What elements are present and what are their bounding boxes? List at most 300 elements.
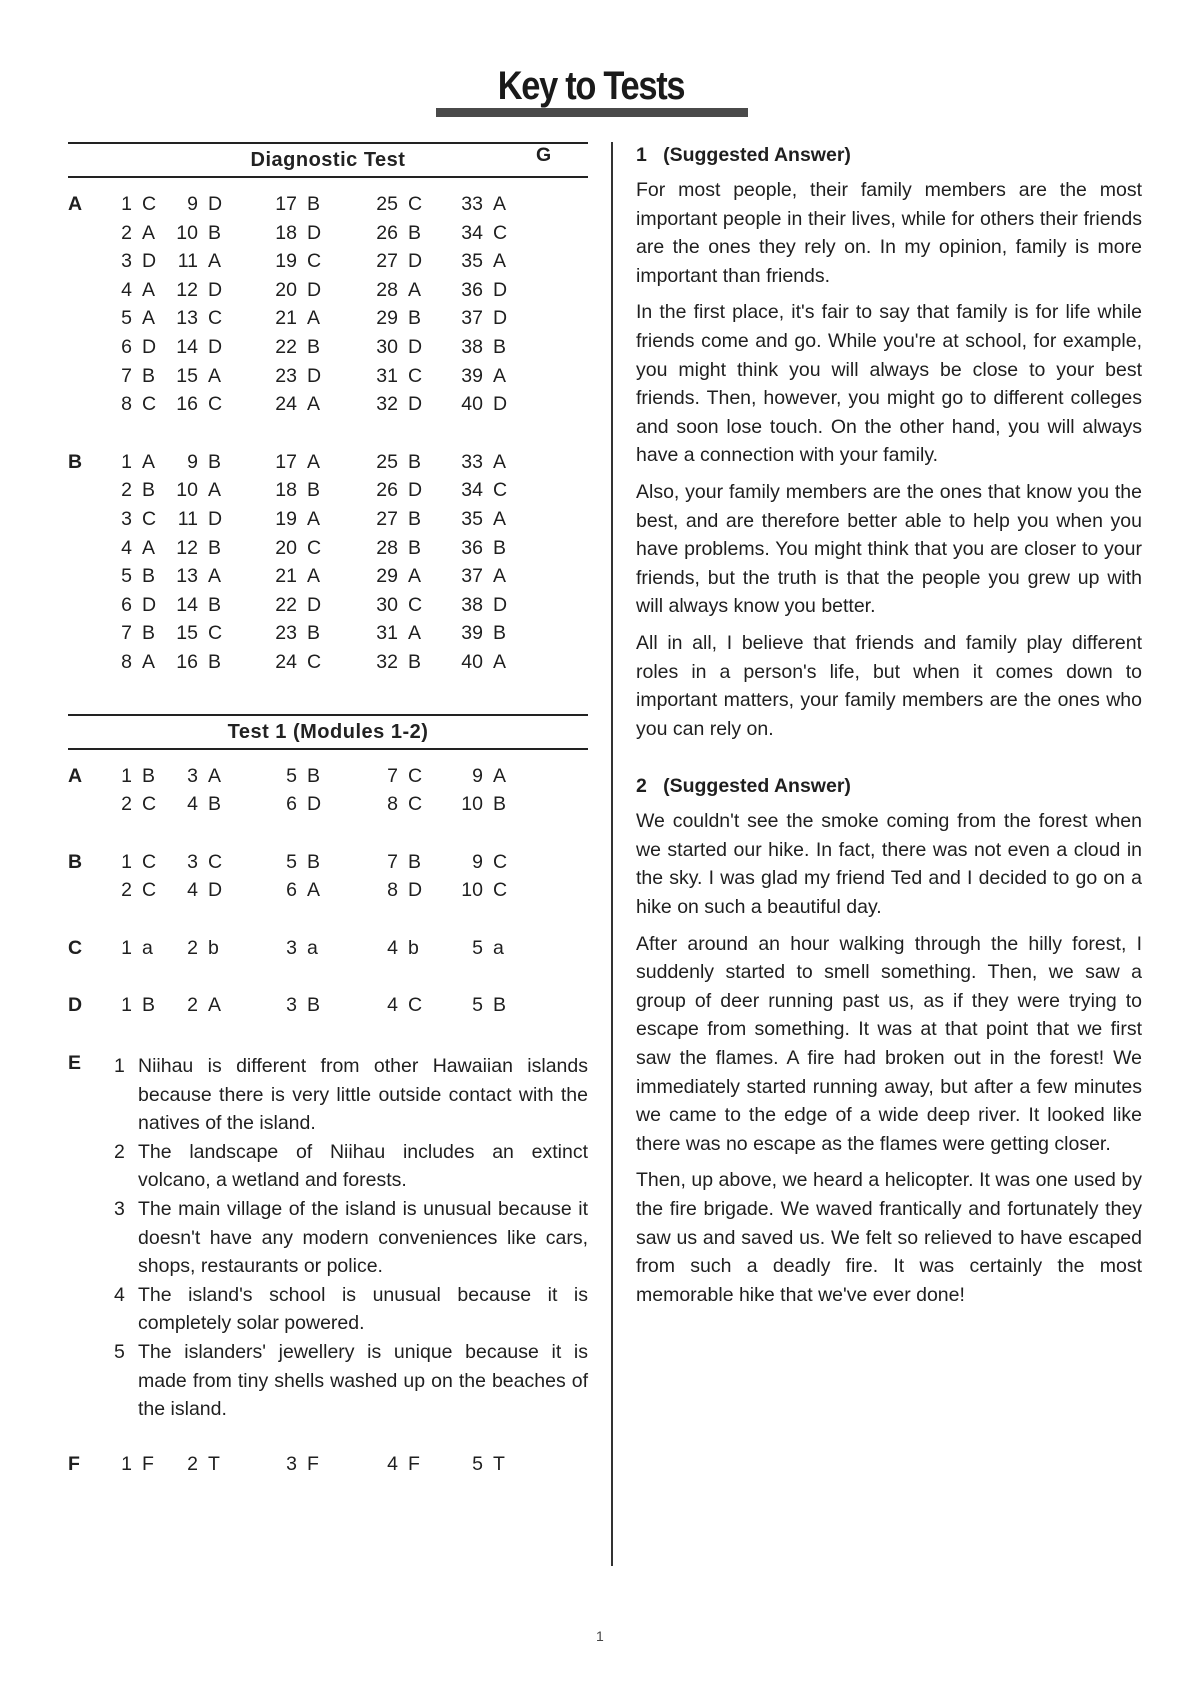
- question-number: 6: [121, 335, 132, 358]
- answer-letter: A: [493, 250, 507, 273]
- answer-letter: D: [208, 278, 223, 301]
- answer-letter: D: [408, 335, 423, 358]
- answer-item: [98, 336, 156, 359]
- answer-item: [98, 537, 155, 560]
- answer-item: [164, 250, 221, 273]
- answer-letter: B: [493, 335, 507, 358]
- answer-row: [68, 193, 588, 222]
- question-number: 36: [461, 536, 483, 559]
- question-number: 24: [275, 650, 297, 673]
- question-number: 8: [121, 650, 132, 673]
- section-label: G: [536, 144, 552, 166]
- question-number: 1: [121, 450, 132, 473]
- answer-letter: A: [208, 250, 222, 273]
- essay-paragraph: In the first place, it's fair to say that family is for life while friends come and go. While you're at school, for example, you might think you will always be close to your best friends. Then, however, you might go to different colleges and soon lose touch. On the other hand, you will always have a connection with your family.: [636, 301, 1142, 467]
- section-g-answers: [536, 142, 1142, 1309]
- answer-item: [449, 594, 507, 617]
- answer-item: [449, 365, 506, 388]
- answer-letter: D: [307, 793, 322, 816]
- question-number: 35: [461, 250, 483, 273]
- answer-item: [164, 879, 222, 902]
- answer-letter: C: [408, 193, 423, 215]
- answer-letter: D: [307, 364, 322, 387]
- answer-item: [164, 537, 221, 560]
- answer-letter: D: [408, 879, 423, 902]
- answer-row: [68, 937, 588, 966]
- question-number: 12: [176, 536, 198, 559]
- answer-item: [164, 193, 222, 216]
- answer-row: [68, 537, 588, 566]
- question-number: 18: [275, 221, 297, 244]
- answer-letter: B: [142, 764, 156, 787]
- section-label: E: [68, 1052, 82, 1075]
- answer-row: [68, 765, 588, 794]
- question-number: 9: [472, 764, 483, 787]
- answer-letter: C: [493, 221, 508, 244]
- answer-item: [98, 479, 155, 502]
- answer-item: [449, 279, 507, 302]
- answer-item: [364, 651, 421, 674]
- answer-letter: C: [142, 393, 157, 416]
- answer-item: [98, 279, 155, 302]
- question-number: 6: [286, 793, 297, 816]
- answer-letter: B: [408, 650, 422, 673]
- question-number: 24: [275, 393, 297, 416]
- answer-letter: C: [408, 793, 423, 816]
- question-number: 5: [286, 764, 297, 787]
- answer-letter: D: [142, 593, 157, 616]
- question-number: 2: [114, 1140, 125, 1163]
- answer-item: [449, 537, 506, 560]
- answer-item: [164, 994, 221, 1017]
- answer-letter: C: [307, 650, 322, 673]
- answer-letter: A: [493, 364, 507, 387]
- question-number: 21: [275, 565, 297, 588]
- answer-letter: B: [142, 479, 156, 502]
- answer-letter: A: [493, 650, 507, 673]
- question-number: 22: [275, 335, 297, 358]
- answer-letter: C: [493, 479, 508, 502]
- question-number: 10: [461, 879, 483, 902]
- answer-item: [98, 193, 156, 216]
- answer-row: [68, 451, 588, 480]
- question-number: 3: [286, 994, 297, 1017]
- answer-item: [263, 594, 321, 617]
- answer-section-d: [68, 994, 588, 1023]
- question-number: 15: [176, 364, 198, 387]
- question-number: 20: [275, 536, 297, 559]
- answer-row: [68, 879, 588, 908]
- question-number: 4: [387, 1452, 398, 1475]
- answer-item: [98, 250, 156, 273]
- answer-item: [449, 307, 507, 330]
- question-number: 39: [461, 622, 483, 645]
- answer-item: [164, 851, 222, 874]
- question-number: 23: [275, 364, 297, 387]
- answer-letter: F: [142, 1452, 154, 1475]
- question-number: 16: [176, 393, 198, 416]
- question-number: 7: [387, 850, 398, 873]
- test1-section-f: [68, 1453, 588, 1482]
- answer-letter: A: [493, 450, 507, 473]
- column-divider: [611, 142, 613, 1566]
- answer-item: [449, 222, 507, 245]
- question-number: 4: [114, 1283, 125, 1306]
- answer-item: [164, 1453, 220, 1476]
- answer-item: [263, 393, 320, 416]
- answer-row: [68, 307, 588, 336]
- answer-letter: B: [493, 622, 507, 645]
- answer-item: [364, 994, 422, 1017]
- answer-letter: A: [208, 764, 222, 787]
- answer-letter: B: [142, 994, 156, 1017]
- e-answer-item: [68, 1338, 588, 1424]
- question-number: 2: [121, 221, 132, 244]
- e-answer-item: [68, 1138, 588, 1195]
- section-label: D: [68, 994, 83, 1017]
- question-number: 1: [121, 936, 132, 959]
- answer-row: [68, 365, 588, 394]
- answer-row: [68, 565, 588, 594]
- heading-text: 2 (Suggested Answer): [636, 775, 851, 798]
- answer-letter: B: [307, 764, 321, 787]
- answer-letter: C: [307, 536, 322, 559]
- answer-item: [449, 565, 506, 588]
- answer-letter: C: [142, 793, 157, 816]
- answer-letter: C: [208, 393, 223, 416]
- answer-item: [164, 479, 221, 502]
- heading-text: 1 (Suggested Answer): [636, 144, 851, 166]
- answer-letter: B: [493, 994, 507, 1017]
- question-number: 3: [187, 850, 198, 873]
- answer-item: [164, 279, 222, 302]
- section-label: A: [68, 193, 83, 215]
- answer-item: [449, 793, 506, 816]
- answer-item: [98, 793, 156, 816]
- section-label: B: [68, 850, 83, 873]
- answer-letter: B: [307, 994, 321, 1017]
- question-number: 18: [275, 479, 297, 502]
- answer-letter: C: [408, 364, 423, 387]
- question-number: 5: [472, 994, 483, 1017]
- question-number: 1: [121, 764, 132, 787]
- answer-item: [364, 222, 421, 245]
- answer-item: [164, 393, 222, 416]
- answer-item: [98, 651, 155, 674]
- answer-letter: A: [408, 278, 422, 301]
- page-title: Key to Tests: [497, 64, 685, 108]
- diagnostic-test-heading: Diagnostic Test: [68, 142, 588, 178]
- answer-item: [449, 879, 507, 902]
- section-label: F: [68, 1452, 80, 1475]
- question-number: 17: [275, 450, 297, 473]
- left-column: [68, 142, 588, 1481]
- answer-item: [263, 365, 321, 388]
- question-number: 9: [187, 450, 198, 473]
- answer-item: [449, 1453, 505, 1476]
- answer-item: [164, 565, 221, 588]
- answer-item: [449, 622, 506, 645]
- answer-item: [263, 851, 320, 874]
- answer-row: [68, 594, 588, 623]
- answer-item: [98, 594, 156, 617]
- answer-item: [364, 879, 422, 902]
- question-number: 5: [472, 1452, 483, 1475]
- question-number: 9: [187, 193, 198, 215]
- question-number: 2: [121, 479, 132, 502]
- answer-item: [364, 793, 422, 816]
- answer-item: [263, 565, 320, 588]
- answer-item: [364, 279, 421, 302]
- answer-item: [98, 307, 155, 330]
- answer-item: [164, 622, 222, 645]
- e-answer-item: [68, 1052, 588, 1138]
- answer-row: [68, 994, 588, 1023]
- answer-row: [68, 622, 588, 651]
- answer-item: [263, 537, 321, 560]
- answer-letter: D: [493, 393, 508, 416]
- question-number: 5: [121, 307, 132, 330]
- answer-letter: A: [307, 565, 321, 588]
- answer-item: [449, 250, 506, 273]
- answer-text: Niihau is different from other Hawaiian islands because there is very little outside contact with the natives of the island.: [138, 1055, 588, 1135]
- answer-item: [364, 565, 421, 588]
- answer-letter: A: [307, 307, 321, 330]
- answer-item: [164, 937, 219, 960]
- answer-letter: D: [408, 250, 423, 273]
- answer-section-f: [68, 1453, 588, 1482]
- answer-letter: C: [493, 850, 508, 873]
- question-number: 1: [121, 850, 132, 873]
- answer-item: [164, 365, 221, 388]
- answer-item: [263, 479, 320, 502]
- answer-letter: A: [408, 565, 422, 588]
- answer-item: [98, 765, 155, 788]
- answer-item: [364, 193, 422, 216]
- answer-item: [263, 250, 321, 273]
- answer-item: [98, 222, 155, 245]
- answer-row: [68, 651, 588, 680]
- question-number: 30: [376, 335, 398, 358]
- answer-item: [98, 1453, 154, 1476]
- answer-letter: A: [208, 994, 222, 1017]
- question-number: 10: [176, 479, 198, 502]
- answer-letter: C: [142, 850, 157, 873]
- question-number: 6: [286, 879, 297, 902]
- answer-letter: A: [307, 507, 321, 530]
- answer-row: [68, 336, 588, 365]
- question-number: 6: [121, 593, 132, 616]
- answer-item: [364, 622, 421, 645]
- answer-letter: C: [307, 250, 322, 273]
- answer-letter: A: [142, 307, 156, 330]
- answer-item: [98, 365, 155, 388]
- answer-row: [68, 851, 588, 880]
- answer-letter: C: [408, 994, 423, 1017]
- answer-letter: A: [142, 536, 156, 559]
- answer-item: [263, 193, 320, 216]
- answer-letter: C: [208, 622, 223, 645]
- answer-item: [263, 508, 320, 531]
- essay-paragraph: All in all, I believe that friends and family play different roles in a person's life, but when it comes down to important matters, your family members are the ones who you can rely on.: [636, 631, 1142, 740]
- question-number: 11: [177, 250, 198, 273]
- answer-letter: T: [493, 1452, 505, 1475]
- question-number: 13: [176, 565, 198, 588]
- answer-letter: B: [307, 193, 321, 215]
- answer-letter: A: [142, 221, 156, 244]
- answer-item: [364, 508, 421, 531]
- answer-letter: B: [307, 335, 321, 358]
- section-label: A: [68, 764, 83, 787]
- answer-item: [449, 937, 504, 960]
- answer-section-b: [68, 851, 588, 908]
- question-number: 13: [176, 307, 198, 330]
- answer-letter: C: [208, 850, 223, 873]
- question-number: 28: [376, 278, 398, 301]
- answer-item: [364, 537, 421, 560]
- essay-paragraph: Then, up above, we heard a helicopter. It was one used by the fire brigade. We waved frantically and fortunately they saw us and saved us. We felt so relieved to have escaped from such a deadly fire. It was certainly the most memorable hike that we've ever done!: [636, 1169, 1142, 1306]
- question-number: 15: [176, 622, 198, 645]
- question-number: 4: [387, 936, 398, 959]
- answer-letter: C: [142, 193, 157, 215]
- answer-letter: B: [493, 536, 507, 559]
- answer-letter: B: [208, 650, 222, 673]
- answer-item: [364, 307, 421, 330]
- answer-letter: B: [493, 793, 507, 816]
- question-number: 29: [376, 565, 398, 588]
- question-number: 37: [461, 565, 483, 588]
- question-number: 25: [376, 193, 398, 215]
- answer-letter: B: [208, 593, 222, 616]
- question-number: 32: [376, 650, 398, 673]
- answer-row: [68, 1453, 588, 1482]
- question-number: 31: [376, 364, 398, 387]
- answer-item: [164, 765, 221, 788]
- answer-letter: D: [307, 593, 322, 616]
- right-column: [536, 142, 1142, 1317]
- question-number: 4: [187, 793, 198, 816]
- answer-letter: C: [408, 764, 423, 787]
- answer-letter: B: [208, 536, 222, 559]
- test1-section-e: [68, 1052, 588, 1424]
- answer-item: [263, 622, 320, 645]
- answer-letter: A: [493, 764, 507, 787]
- answer-item: [449, 393, 507, 416]
- question-number: 2: [121, 793, 132, 816]
- answer-letter: a: [142, 936, 153, 959]
- answer-letter: D: [208, 335, 223, 358]
- answer-letter: A: [307, 450, 321, 473]
- question-number: 11: [177, 507, 198, 530]
- section-label: B: [68, 450, 83, 473]
- answer-section-c: [68, 937, 588, 966]
- question-number: 3: [286, 1452, 297, 1475]
- answer-item: [364, 765, 422, 788]
- answer-item: [263, 879, 320, 902]
- question-number: 17: [275, 193, 297, 215]
- answer-item: [263, 279, 321, 302]
- answer-letter: C: [493, 879, 508, 902]
- answer-section-a: [68, 765, 588, 822]
- answer-letter: B: [208, 450, 222, 473]
- question-number: 31: [376, 622, 398, 645]
- question-number: 16: [176, 650, 198, 673]
- answer-item: [449, 994, 506, 1017]
- question-number: 4: [387, 994, 398, 1017]
- question-number: 38: [461, 593, 483, 616]
- question-number: 39: [461, 364, 483, 387]
- essay-paragraph: For most people, their family members are the most important people in their lives, while for others their friends are the ones they rely on. In my opinion, family is more important than friends.: [636, 179, 1142, 287]
- answer-letter: B: [142, 364, 156, 387]
- question-number: 20: [275, 278, 297, 301]
- answer-item: [449, 193, 506, 216]
- question-number: 5: [114, 1341, 125, 1363]
- answer-item: [449, 451, 506, 474]
- question-number: 26: [376, 479, 398, 502]
- answer-letter: A: [493, 565, 507, 588]
- question-number: 3: [121, 507, 132, 530]
- answer-letter: C: [408, 593, 423, 616]
- question-number: 5: [286, 850, 297, 873]
- answer-item: [364, 365, 422, 388]
- answer-letter: D: [408, 479, 423, 502]
- question-number: 38: [461, 335, 483, 358]
- question-number: 1: [121, 1452, 132, 1475]
- answer-item: [449, 765, 506, 788]
- answer-text: The landscape of Niihau includes an extinct volcano, a wetland and forests.: [138, 1140, 588, 1192]
- answer-letter: B: [408, 507, 422, 530]
- answer-item: [164, 508, 222, 531]
- answer-letter: A: [307, 879, 321, 902]
- answer-item: [449, 508, 506, 531]
- answer-item: [449, 479, 507, 502]
- answer-row: [68, 279, 588, 308]
- question-number: 3: [286, 936, 297, 959]
- answer-letter: C: [142, 507, 157, 530]
- question-number: 19: [275, 507, 297, 530]
- answer-item: [98, 393, 156, 416]
- answer-item: [263, 307, 320, 330]
- question-number: 8: [387, 879, 398, 902]
- answer-letter: A: [142, 650, 156, 673]
- answer-row: [68, 479, 588, 508]
- answer-item: [263, 651, 321, 674]
- answer-letter: D: [208, 507, 223, 530]
- question-number: 23: [275, 622, 297, 645]
- answer-letter: D: [208, 193, 223, 215]
- answer-letter: D: [493, 278, 508, 301]
- answer-item: [263, 222, 321, 245]
- question-number: 7: [121, 622, 132, 645]
- answer-item: [98, 565, 155, 588]
- e-answer-item: [68, 1195, 588, 1281]
- question-number: 5: [121, 565, 132, 588]
- answer-letter: B: [408, 850, 422, 873]
- question-number: 3: [114, 1198, 125, 1221]
- answer-letter: B: [408, 307, 422, 330]
- question-number: 27: [376, 507, 398, 530]
- answer-letter: A: [408, 622, 422, 645]
- answer-text: The island's school is unusual because it is completely solar powered.: [138, 1283, 588, 1335]
- answer-item: [449, 336, 506, 359]
- answer-letter: D: [142, 250, 157, 273]
- answer-item: [98, 851, 156, 874]
- answer-letter: A: [208, 479, 222, 502]
- question-number: 2: [187, 1452, 198, 1475]
- question-number: 28: [376, 536, 398, 559]
- question-number: 34: [461, 221, 483, 244]
- question-number: 14: [176, 335, 198, 358]
